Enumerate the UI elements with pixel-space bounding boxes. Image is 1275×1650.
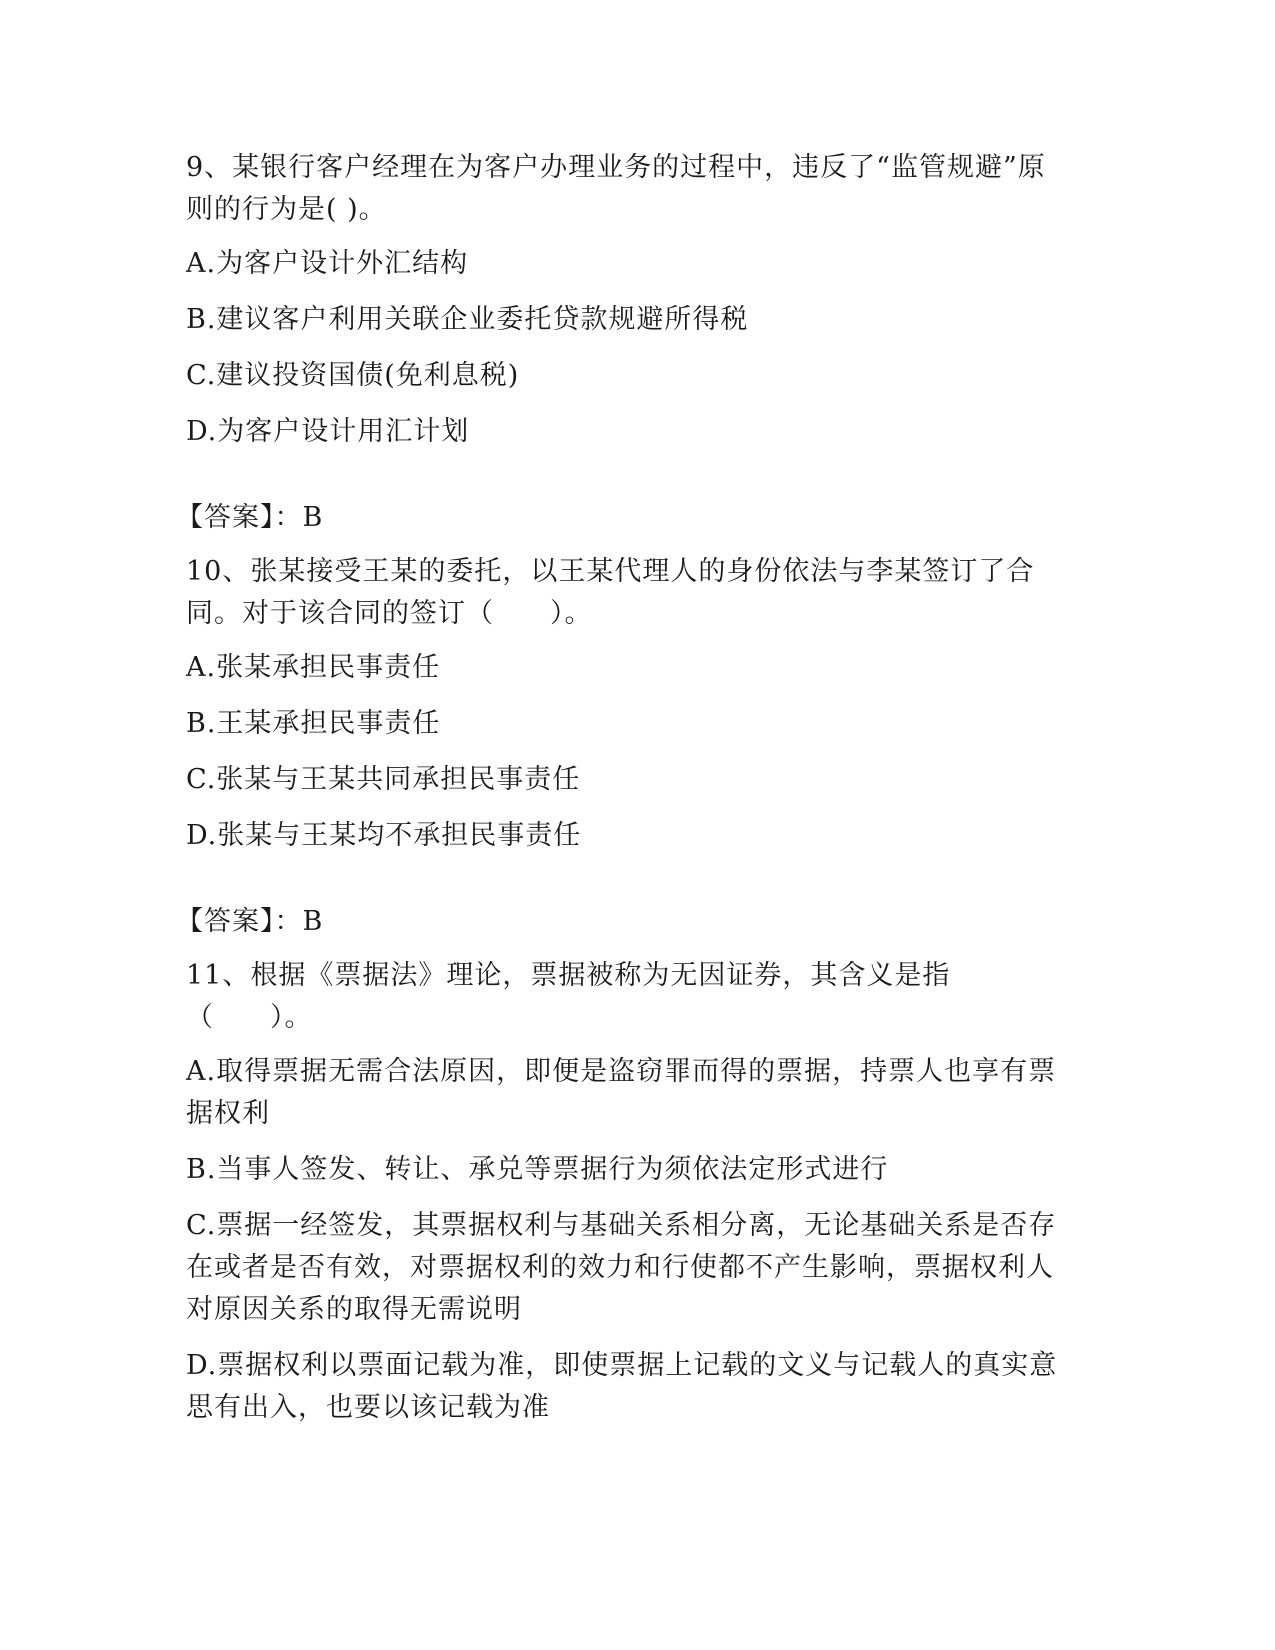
- option-a: A.为客户设计外汇结构: [186, 248, 469, 279]
- answer-line: 【答案】：B: [176, 906, 324, 937]
- option-a: A.取得票据无需合法原因，即便是盗窃罪而得的票据，持票人也享有票据权利: [186, 1056, 1057, 1129]
- question-9: [176, 147, 1066, 539]
- option-d: D.张某与王某均不承担民事责任: [186, 820, 582, 851]
- option-c: C.票据一经签发，其票据权利与基础关系相分离，无论基础关系是否存在或者是否有效，对票据权利的效力和行使都不产生影响，票据权利人对原因关系的取得无需说明: [186, 1210, 1057, 1325]
- question-stem: 9、某银行客户经理在为客户办理业务的过程中，违反了“监管规避”原则的行为是( )。: [186, 152, 1046, 225]
- option-b: B.建议客户利用关联企业委托贷款规避所得税: [186, 304, 749, 335]
- option-b: B.王某承担民事责任: [186, 708, 441, 739]
- option-d: D.票据权利以票面记载为准，即使票据上记载的文义与记载人的真实意思有出入，也要以该记载为准: [186, 1350, 1058, 1423]
- option-a: A.张某承担民事责任: [186, 652, 441, 683]
- option-b: B.当事人签发、转让、承兑等票据行为须依法定形式进行: [186, 1154, 889, 1185]
- question-11: [186, 955, 1066, 1429]
- option-c: C.建议投资国债(免利息税): [186, 360, 520, 391]
- document-page: [176, 147, 1066, 1443]
- option-d: D.为客户设计用汇计划: [186, 416, 470, 447]
- option-c: C.张某与王某共同承担民事责任: [186, 764, 581, 795]
- question-stem: 11、根据《票据法》理论，票据被称为无因证券，其含义是指（ ）。: [186, 960, 951, 1033]
- question-10: [176, 551, 1066, 943]
- question-stem: 10、张某接受王某的委托，以王某代理人的身份依法与李某签订了合同。对于该合同的签订（ ）。: [186, 556, 1035, 629]
- answer-line: 【答案】：B: [176, 502, 324, 533]
